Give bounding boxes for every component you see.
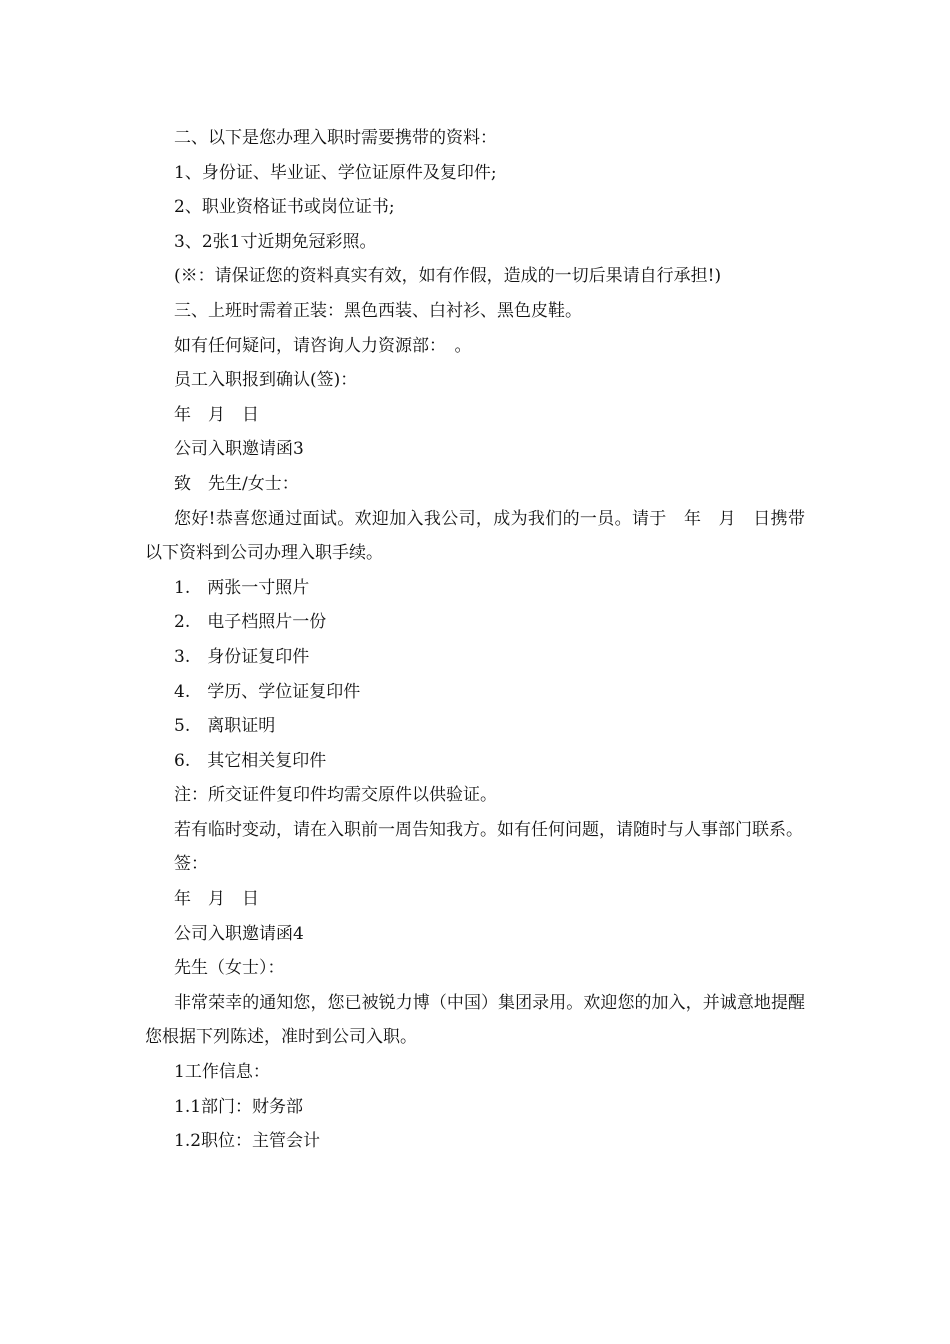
list-item: 1.2职位：主管会计 xyxy=(174,1131,321,1152)
section-heading: 1工作信息： xyxy=(174,1062,270,1083)
date-line: 年 月 日 xyxy=(174,889,259,910)
list-item: 4. 学历、学位证复印件 xyxy=(174,681,361,702)
list-item: 3. 身份证复印件 xyxy=(174,646,310,667)
note-paragraph: 注：所交证件复印件均需交原件以供验证。 xyxy=(174,785,497,806)
section-three-heading: 三、上班时需着正装：黑色西装、白衬衫、黑色皮鞋。 xyxy=(174,300,582,321)
signature-line: 签： xyxy=(174,854,208,875)
salutation: 先生（女士）： xyxy=(174,958,285,979)
list-item: 2. 电子档照片一份 xyxy=(174,612,327,633)
signature-confirmation: 员工入职报到确认(签)： xyxy=(174,370,358,391)
list-item: 1.1部门：财务部 xyxy=(174,1096,304,1117)
letter-title: 公司入职邀请函3 xyxy=(174,439,304,460)
list-item: 1. 两张一寸照片 xyxy=(174,577,310,598)
list-item: 3、2张1寸近期免冠彩照。 xyxy=(174,231,377,252)
inquiry-paragraph: 如有任何疑问，请咨询人力资源部： 。 xyxy=(174,335,472,356)
document-body xyxy=(145,121,805,1159)
list-item: 2、职业资格证书或岗位证书; xyxy=(174,197,395,218)
salutation: 致 先生/女士： xyxy=(174,473,299,494)
body-paragraph: 您好!恭喜您通过面试。欢迎加入我公司，成为我们的一员。请于 年 月 日携带以下资料到公司办理入职手续。 xyxy=(145,508,805,564)
date-line: 年 月 日 xyxy=(174,404,259,425)
section-two-heading: 二、以下是您办理入职时需要携带的资料： xyxy=(174,128,497,148)
list-item: 1、身份证、毕业证、学位证原件及复印件; xyxy=(174,162,497,183)
body-paragraph: 若有临时变动，请在入职前一周告知我方。如有任何问题，请随时与人事部门联系。 xyxy=(174,819,803,840)
list-item: 6. 其它相关复印件 xyxy=(174,750,327,771)
note-paragraph: (※：请保证您的资料真实有效，如有作假，造成的一切后果请自行承担!) xyxy=(174,266,722,287)
body-paragraph: 非常荣幸的通知您，您已被锐力博（中国）集团录用。欢迎您的加入，并诚意地提醒您根据下列陈述，准时到公司入职。 xyxy=(145,992,805,1048)
list-item: 5. 离职证明 xyxy=(174,716,276,737)
letter-title: 公司入职邀请函4 xyxy=(174,923,304,944)
